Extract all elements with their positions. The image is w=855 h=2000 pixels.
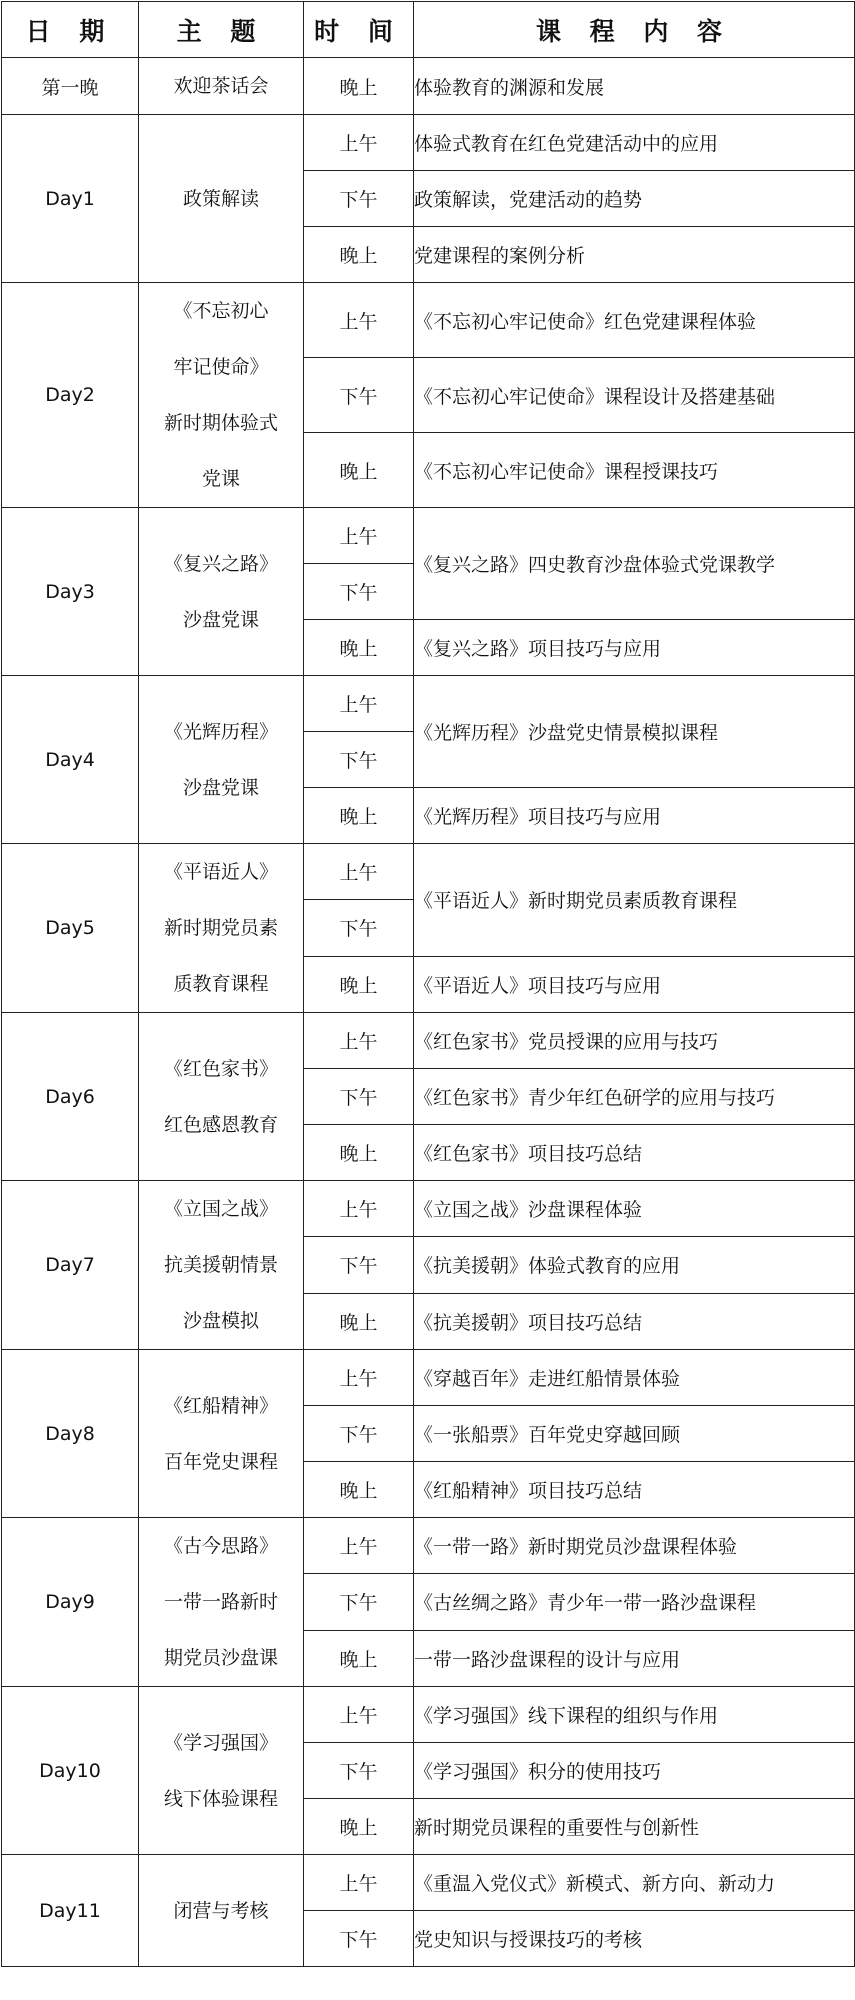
content-cell: 《不忘初心牢记使命》课程设计及搭建基础 [414,358,855,433]
time-cell: 晚上 [304,956,414,1012]
date-cell: Day1 [2,115,139,283]
schedule-table [1,1,855,1967]
content-cell: 体验式教育在红色党建活动中的应用 [414,115,855,171]
content-cell: 《古丝绸之路》青少年一带一路沙盘课程 [414,1574,855,1630]
content-cell: 《红色家书》青少年红色研学的应用与技巧 [414,1069,855,1125]
time-cell: 下午 [304,1069,414,1125]
topic-cell [139,844,304,1013]
time-cell: 下午 [304,1237,414,1293]
topic-cell [139,283,304,508]
content-cell: 《红色家书》项目技巧总结 [414,1125,855,1181]
content-cell: 《学习强国》积分的使用技巧 [414,1743,855,1799]
time-cell: 上午 [304,844,414,900]
date-cell: 第一晚 [2,58,139,115]
date-cell: Day2 [2,283,139,508]
topic-line: 《平语近人》 [163,861,278,883]
time-cell: 下午 [304,1406,414,1462]
table-row [2,1518,855,1574]
topic-line: 《立国之战》 [163,1198,278,1220]
time-cell: 晚上 [304,227,414,283]
topic-line: 牢记使命》 [173,356,269,378]
content-cell: 《复兴之路》四史教育沙盘体验式党课教学 [414,508,855,620]
time-cell: 上午 [304,1350,414,1406]
table-row [2,58,855,115]
time-cell: 晚上 [304,1630,414,1686]
topic-cell [139,1013,304,1181]
schedule-body [2,58,855,1967]
content-cell: 《光辉历程》项目技巧与应用 [414,788,855,844]
header-topic: 主 题 [139,2,304,58]
table-row [2,844,855,900]
header-time: 时 间 [304,2,414,58]
time-cell: 上午 [304,283,414,358]
table-row [2,1687,855,1743]
time-cell: 上午 [304,1181,414,1237]
time-cell: 下午 [304,564,414,620]
time-cell: 晚上 [304,620,414,676]
content-cell: 《平语近人》项目技巧与应用 [414,956,855,1012]
topic-line: 闭营与考核 [173,1899,269,1922]
topic-line: 期党员沙盘课 [163,1647,278,1669]
content-cell: 一带一路沙盘课程的设计与应用 [414,1630,855,1686]
topic-line: 质教育课程 [173,973,269,995]
content-cell: 《一张船票》百年党史穿越回顾 [414,1406,855,1462]
header-row [2,2,855,58]
date-cell: Day3 [2,508,139,676]
time-cell: 下午 [304,900,414,956]
date-cell: Day7 [2,1181,139,1350]
topic-cell [139,1350,304,1518]
table-row [2,115,855,171]
content-cell: 《抗美援朝》体验式教育的应用 [414,1237,855,1293]
topic-line: 一带一路新时 [163,1591,278,1613]
table-row [2,283,855,358]
table-row [2,1855,855,1911]
table-row [2,676,855,732]
time-cell: 下午 [304,1911,414,1967]
date-cell: Day5 [2,844,139,1013]
date-cell: Day9 [2,1518,139,1687]
time-cell: 下午 [304,171,414,227]
content-cell: 体验教育的渊源和发展 [414,58,855,115]
topic-line: 《不忘初心 [173,300,269,322]
time-cell: 下午 [304,1743,414,1799]
time-cell: 上午 [304,676,414,732]
content-cell: 《一带一路》新时期党员沙盘课程体验 [414,1518,855,1574]
topic-cell [139,1855,304,1967]
topic-line: 线下体验课程 [163,1787,278,1810]
topic-line: 《古今思路》 [163,1535,278,1557]
date-cell: Day6 [2,1013,139,1181]
topic-cell [139,1687,304,1855]
content-cell: 《光辉历程》沙盘党史情景模拟课程 [414,676,855,788]
content-cell: 《平语近人》新时期党员素质教育课程 [414,844,855,957]
topic-line: 抗美援朝情景 [163,1254,278,1276]
time-cell: 晚上 [304,1125,414,1181]
table-row [2,1013,855,1069]
content-cell: 《立国之战》沙盘课程体验 [414,1181,855,1237]
content-cell: 《不忘初心牢记使命》课程授课技巧 [414,433,855,508]
time-cell: 上午 [304,508,414,564]
time-cell: 上午 [304,115,414,171]
time-cell: 晚上 [304,788,414,844]
content-cell: 党建课程的案例分析 [414,227,855,283]
date-cell: Day4 [2,676,139,844]
content-cell: 《复兴之路》项目技巧与应用 [414,620,855,676]
time-cell: 下午 [304,732,414,788]
content-cell: 《重温入党仪式》新模式、新方向、新动力 [414,1855,855,1911]
time-cell: 上午 [304,1687,414,1743]
topic-line: 红色感恩教育 [163,1113,278,1136]
content-cell: 《学习强国》线下课程的组织与作用 [414,1687,855,1743]
topic-line: 新时期体验式 [163,412,278,434]
topic-cell [139,115,304,283]
date-cell: Day11 [2,1855,139,1967]
time-cell: 上午 [304,1518,414,1574]
topic-line: 新时期党员素 [163,917,278,939]
topic-line: 沙盘党课 [182,776,259,799]
time-cell: 下午 [304,358,414,433]
topic-line: 欢迎茶话会 [173,75,269,97]
time-cell: 下午 [304,1574,414,1630]
topic-line: 沙盘党课 [182,608,259,631]
time-cell: 上午 [304,1013,414,1069]
content-cell: 政策解读，党建活动的趋势 [414,171,855,227]
time-cell: 上午 [304,1855,414,1911]
content-cell: 新时期党员课程的重要性与创新性 [414,1799,855,1855]
topic-line: 《光辉历程》 [163,720,278,743]
time-cell: 晚上 [304,1799,414,1855]
topic-cell [139,1518,304,1687]
content-cell: 党史知识与授课技巧的考核 [414,1911,855,1967]
time-cell: 晚上 [304,1462,414,1518]
content-cell: 《不忘初心牢记使命》红色党建课程体验 [414,283,855,358]
topic-line: 党课 [201,468,240,490]
topic-line: 《复兴之路》 [163,552,278,575]
topic-line: 沙盘模拟 [182,1310,259,1332]
content-cell: 《抗美援朝》项目技巧总结 [414,1293,855,1349]
time-cell: 晚上 [304,58,414,115]
topic-cell [139,676,304,844]
date-cell: Day8 [2,1350,139,1518]
time-cell: 晚上 [304,433,414,508]
header-content: 课 程 内 容 [414,2,855,58]
topic-line: 百年党史课程 [163,1450,278,1473]
topic-cell [139,1181,304,1350]
date-cell: Day10 [2,1687,139,1855]
topic-line: 政策解读 [182,187,259,210]
content-cell: 《穿越百年》走进红船情景体验 [414,1350,855,1406]
topic-cell [139,58,304,115]
content-cell: 《红色家书》党员授课的应用与技巧 [414,1013,855,1069]
header-date: 日 期 [2,2,139,58]
table-row [2,1350,855,1406]
table-row [2,1181,855,1237]
topic-line: 《红船精神》 [163,1394,278,1417]
topic-line: 《红色家书》 [163,1057,278,1080]
content-cell: 《红船精神》项目技巧总结 [414,1462,855,1518]
time-cell: 晚上 [304,1293,414,1349]
topic-line: 《学习强国》 [163,1731,278,1754]
table-row [2,508,855,564]
topic-cell [139,508,304,676]
